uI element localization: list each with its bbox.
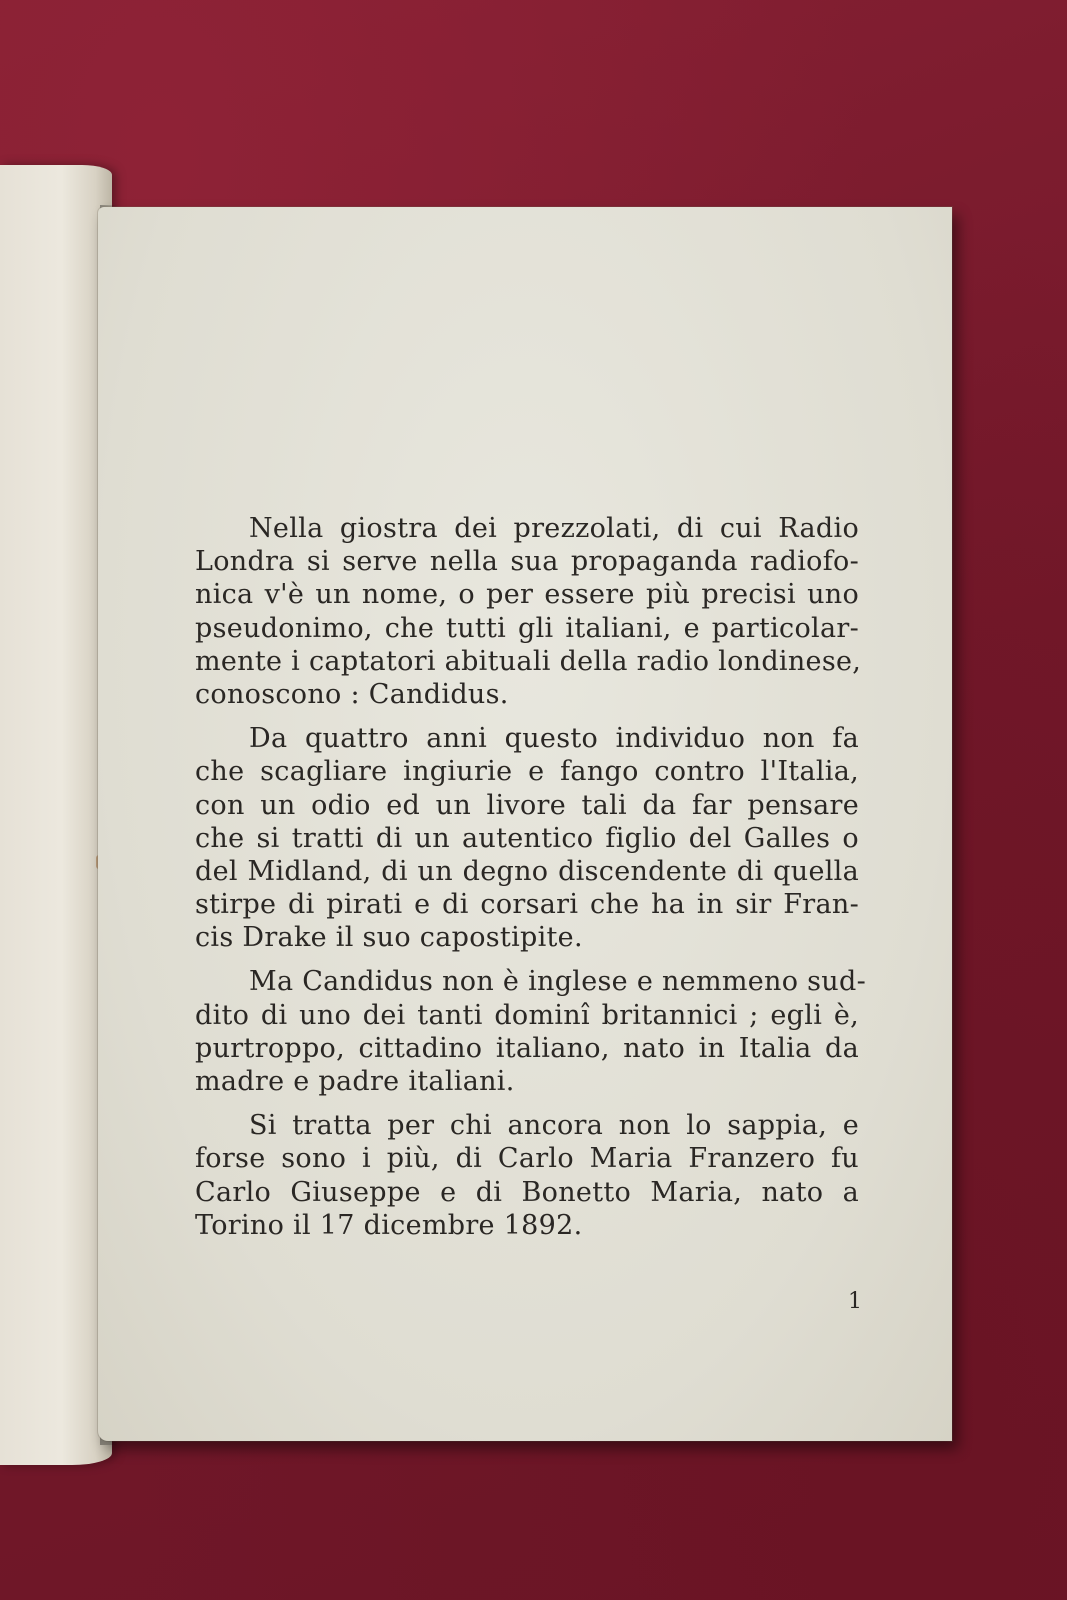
paragraph-1 [195, 512, 862, 711]
text-line: Da quattro anni questo individuo non fa [249, 723, 859, 755]
text-line: dito di uno dei tanti dominî britannici ; egli è, [195, 999, 859, 1031]
text-line: Si tratta per chi ancora non lo sappia, e [249, 1110, 859, 1142]
book-page [98, 207, 952, 1441]
text-line: Nella giostra dei prezzolati, di cui Radio [249, 513, 859, 544]
text-line: madre e padre italiani. [195, 1066, 515, 1097]
text-line: con un odio ed un livore tali da far pensare [195, 789, 859, 821]
text-line: conoscono : Candidus. [195, 678, 509, 710]
text-line: che si tratti di un autentico figlio del Galles o [195, 822, 859, 854]
text-line: nica v'è un nome, o per essere più precisi uno [195, 579, 859, 611]
text-line: stirpe di pirati e di corsari che ha in sir Fran- [195, 889, 859, 921]
text-line: cis Drake il suo capostipite. [195, 922, 583, 954]
text-line: Londra si serve nella sua propaganda radiofo- [195, 546, 859, 578]
paragraph-2 [195, 722, 859, 954]
text-line: Torino il 17 dicembre 1892. [195, 1209, 583, 1241]
text-line: che scagliare ingiurie e fango contro l'Italia, [195, 756, 859, 788]
text-line: forse sono i più, di Carlo Maria Franzero fu [195, 1143, 859, 1175]
text-line: Ma Candidus non è inglese e nemmeno sud- [249, 966, 867, 998]
paragraph-4 [195, 1109, 859, 1242]
page-number: 1 [848, 1289, 862, 1314]
paragraph-3 [195, 965, 867, 1098]
text-line: mente i captatori abituali della radio londinese, [195, 645, 862, 677]
page-text [195, 512, 867, 1253]
text-line: pseudonimo, che tutti gli italiani, e particolar- [195, 612, 859, 644]
text-line: Carlo Giuseppe e di Bonetto Maria, nato a [195, 1176, 859, 1208]
text-line: purtroppo, cittadino italiano, nato in Italia da [195, 1032, 859, 1064]
text-line: del Midland, di un degno discendente di quella [195, 855, 859, 887]
left-page-edge [0, 165, 112, 1465]
